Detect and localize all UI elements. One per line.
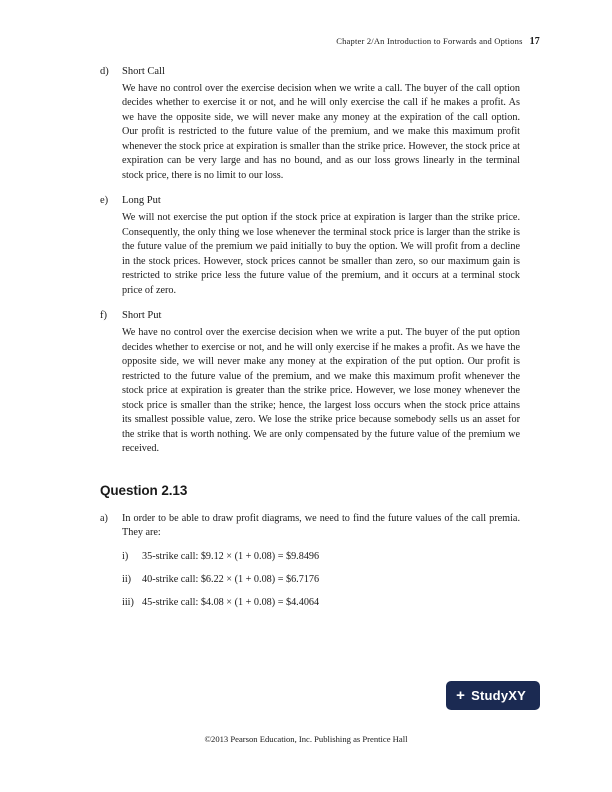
watermark-label: StudyXY [471, 688, 526, 703]
answer-item-f [100, 310, 520, 456]
call-premia-line-1-label: i) [122, 550, 129, 562]
studyxy-watermark[interactable] [446, 681, 540, 710]
page-header [72, 36, 540, 47]
answer-item-f-heading [100, 310, 520, 321]
question-part-a [100, 512, 520, 541]
header-chapter-title: Chapter 2/An Introduction to Forwards and Options [336, 36, 523, 46]
answer-item-f-body: We have no control over the exercise decision when we write a put. The buyer of the put option decides whether to exercise or not, and he will only exercise if he makes a profit. As we have the opposite side, we will never make any money at the expiration of the put option. Our profit is restricted to the future value of the premium, and we make this maximum profit whenever the stock price at expiration is greater than the strike price. However, we lose money whenever the stock price is smaller than the strike; hence, the largest loss occurs when the stock price attains its smallest possible value, zero. We lose the strike price because somebody sells us an asset for the strike that is worth nothing. We are only compensated by the future value of the premium we received. [122, 327, 520, 455]
answer-item-e-title: Long Put [122, 195, 161, 207]
answer-item-d-label: d) [100, 66, 109, 77]
call-premia-line-2-label: ii) [122, 573, 132, 585]
call-premia-line-3 [122, 596, 520, 610]
answer-item-d [100, 66, 520, 183]
answer-item-f-title: Short Put [122, 310, 162, 322]
answer-item-d-body: We have no control over the exercise decision when we write a call. The buyer of the call option decides whether to exercise it or not, and he will only exercise the call if he makes a profit. As we have the opposite side, we will never make any money at the expiration of the call option. Our profit is restricted to the future value of the premium, and we make this maximum profit whenever the stock price at expiration is smaller than the strike price. However, the stock price at expiration can be very large and has no bound, and as our loss grows linearly in the terminal stock price, there is no limit to our loss. [122, 83, 520, 181]
call-premia-line-2-text: 40-strike call: $6.22 × (1 + 0.08) = $6.7176 [142, 573, 320, 585]
answer-item-e-label: e) [100, 195, 109, 207]
call-premia-line-3-text: 45-strike call: $4.08 × (1 + 0.08) = $4.4064 [142, 597, 320, 609]
answer-item-d-heading [100, 66, 520, 77]
page-footer: ©2013 Pearson Education, Inc. Publishing as Prentice Hall [204, 734, 408, 744]
question-heading: Question 2.13 [100, 482, 188, 498]
call-premia-line-1-text: 35-strike call: $9.12 × (1 + 0.08) = $9.8496 [142, 550, 320, 562]
call-premia-line-2 [122, 573, 520, 587]
page-content [100, 66, 520, 619]
answer-item-e-heading [100, 195, 520, 206]
call-premia-line-3-label: iii) [122, 597, 134, 609]
answer-item-e-body: We will not exercise the put option if the stock price at expiration is larger than the strike price. Consequently, the only thing we lose whenever the terminal stock price is larger than the strike is the future value of the premium we paid initially to buy the option. We will profit from a decline in the stock prices. However, stock prices cannot be smaller than zero, so our maximum gain is restricted to strike price less the future value of the premium, and it occurs at a terminal stock price of zero. [122, 212, 520, 296]
question-part-a-text: In order to be able to draw profit diagrams, we need to find the future values of the call premia. They are: [122, 512, 520, 539]
plus-icon: + [456, 687, 466, 704]
header-page-number: 17 [529, 36, 540, 47]
question-part-a-label: a) [100, 512, 108, 524]
answer-item-f-label: f) [100, 310, 107, 322]
call-premia-list [122, 550, 520, 611]
call-premia-line-1 [122, 550, 520, 564]
answer-item-e [100, 195, 520, 298]
answer-item-d-title: Short Call [122, 66, 165, 77]
